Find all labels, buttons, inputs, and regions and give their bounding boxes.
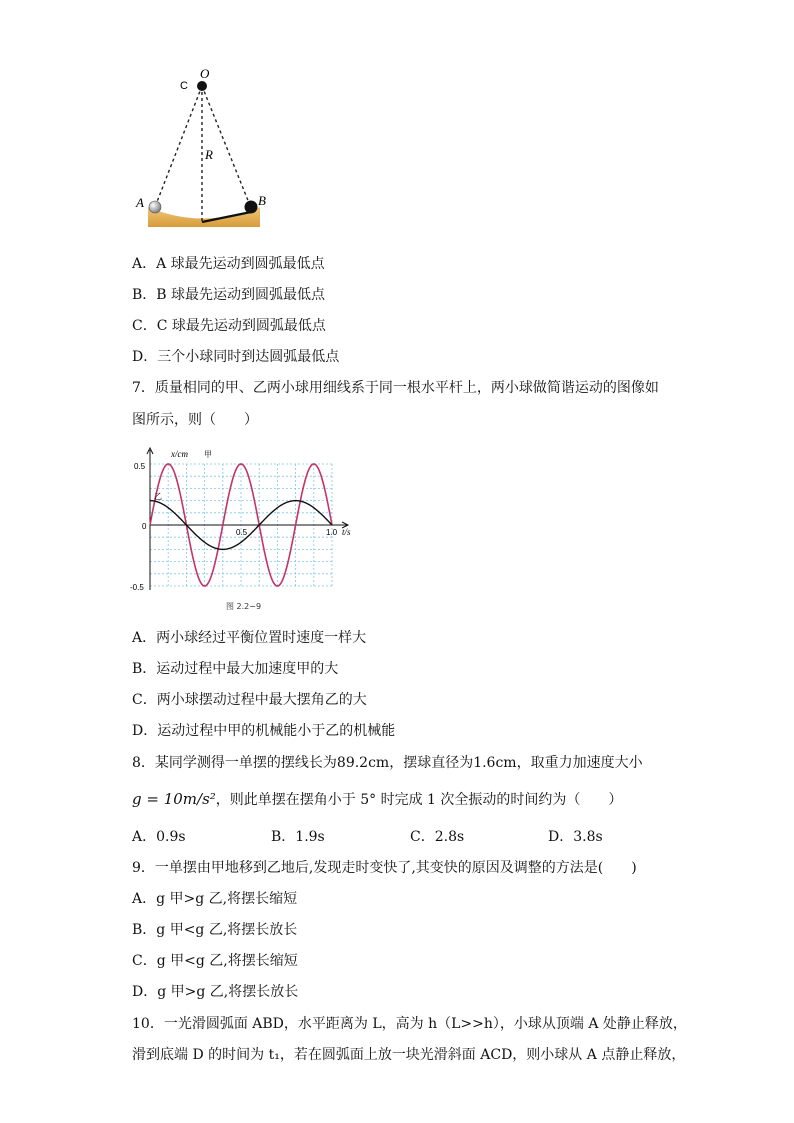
q10-stem-line1: 10．一光滑圆弧面 ABD，水平距离为 L，高为 h（L>>h），小球从顶端 A 处静止释放， xyxy=(132,1016,687,1032)
q7-option-c: C．两小球摆动过程中最大摆角乙的大 xyxy=(132,692,367,708)
q9-option-a: A．g 甲>g 乙,将摆长缩短 xyxy=(132,891,298,907)
q8-option-a: A．0.9s xyxy=(132,829,186,845)
q6-option-c: C．C 球最先运动到圆弧最低点 xyxy=(132,318,326,334)
q7-stem-line2: 图所示，则（ ） xyxy=(132,412,258,428)
x-tick-1-0: 1.0 xyxy=(326,528,338,537)
series-yi-label: 乙 xyxy=(154,492,162,501)
q9-option-b: B．g 甲<g 乙,将摆长放长 xyxy=(132,922,298,938)
y-tick-0: 0 xyxy=(142,522,147,531)
q8-options-row xyxy=(132,826,672,846)
label-c: C xyxy=(180,80,188,92)
ball-b xyxy=(245,201,258,214)
label-a: A xyxy=(136,195,144,210)
q8-stem-line1: 8．某同学测得一单摆的摆线长为89.2cm，摆球直径为1.6cm，取重力加速度大小 xyxy=(132,755,643,771)
string-oa xyxy=(155,86,202,207)
q8-option-c: C．2.8s xyxy=(410,829,465,845)
q8-option-b: B．1.9s xyxy=(271,829,325,845)
q8-g-formula: g = 10m/s² xyxy=(132,790,216,808)
label-o: O xyxy=(200,66,210,81)
q9-stem: 9．一单摆由甲地移到乙地后,发现走时变快了,其变快的原因及调整的方法是( ) xyxy=(132,860,637,876)
q10-stem-line2: 滑到底端 D 的时间为 t₁，若在圆弧面上放一块光滑斜面 ACD，则小球从 A 点静止释放， xyxy=(132,1047,686,1063)
q6-option-a: A．A 球最先运动到圆弧最低点 xyxy=(132,256,325,272)
label-r: R xyxy=(205,147,213,162)
q6-option-d: D．三个小球同时到达圆弧最低点 xyxy=(132,349,340,365)
y-axis-label: x/cm xyxy=(171,449,188,459)
shm-chart xyxy=(128,446,368,618)
pendulum-figure xyxy=(130,62,280,234)
q8-option-d: D．3.8s xyxy=(548,829,603,845)
label-b: B xyxy=(258,193,266,208)
y-tick-0-5: 0.5 xyxy=(134,462,146,471)
arc-surface xyxy=(148,207,260,227)
point-o xyxy=(197,81,207,91)
y-tick-neg-0-5: -0.5 xyxy=(130,583,144,592)
q9-option-d: D．g 甲>g 乙,将摆长放长 xyxy=(132,984,299,1000)
q8-stem-line2 xyxy=(132,789,622,810)
x-axis-label: t/s xyxy=(342,527,351,537)
q7-option-b: B．运动过程中最大加速度甲的大 xyxy=(132,661,339,677)
ball-a xyxy=(149,201,161,213)
q8-stem-rest: ，则此单摆在摆角小于 5° 时完成 1 次全振动的时间约为（ ） xyxy=(215,792,623,808)
q9-option-c: C．g 甲<g 乙,将摆长缩短 xyxy=(132,953,298,969)
q7-option-d: D．运动过程中甲的机械能小于乙的机械能 xyxy=(132,723,396,739)
x-tick-0-5: 0.5 xyxy=(236,528,248,537)
series-jia-label: 甲 xyxy=(204,450,212,459)
q6-option-b: B．B 球最先运动到圆弧最低点 xyxy=(132,287,326,303)
q7-stem-line1: 7．质量相同的甲、乙两小球用细线系于同一根水平杆上，两小球做简谐运动的图像如 xyxy=(132,380,659,396)
chart-caption: 图 2.2−9 xyxy=(226,602,262,611)
q7-option-a: A．两小球经过平衡位置时速度一样大 xyxy=(132,630,367,646)
